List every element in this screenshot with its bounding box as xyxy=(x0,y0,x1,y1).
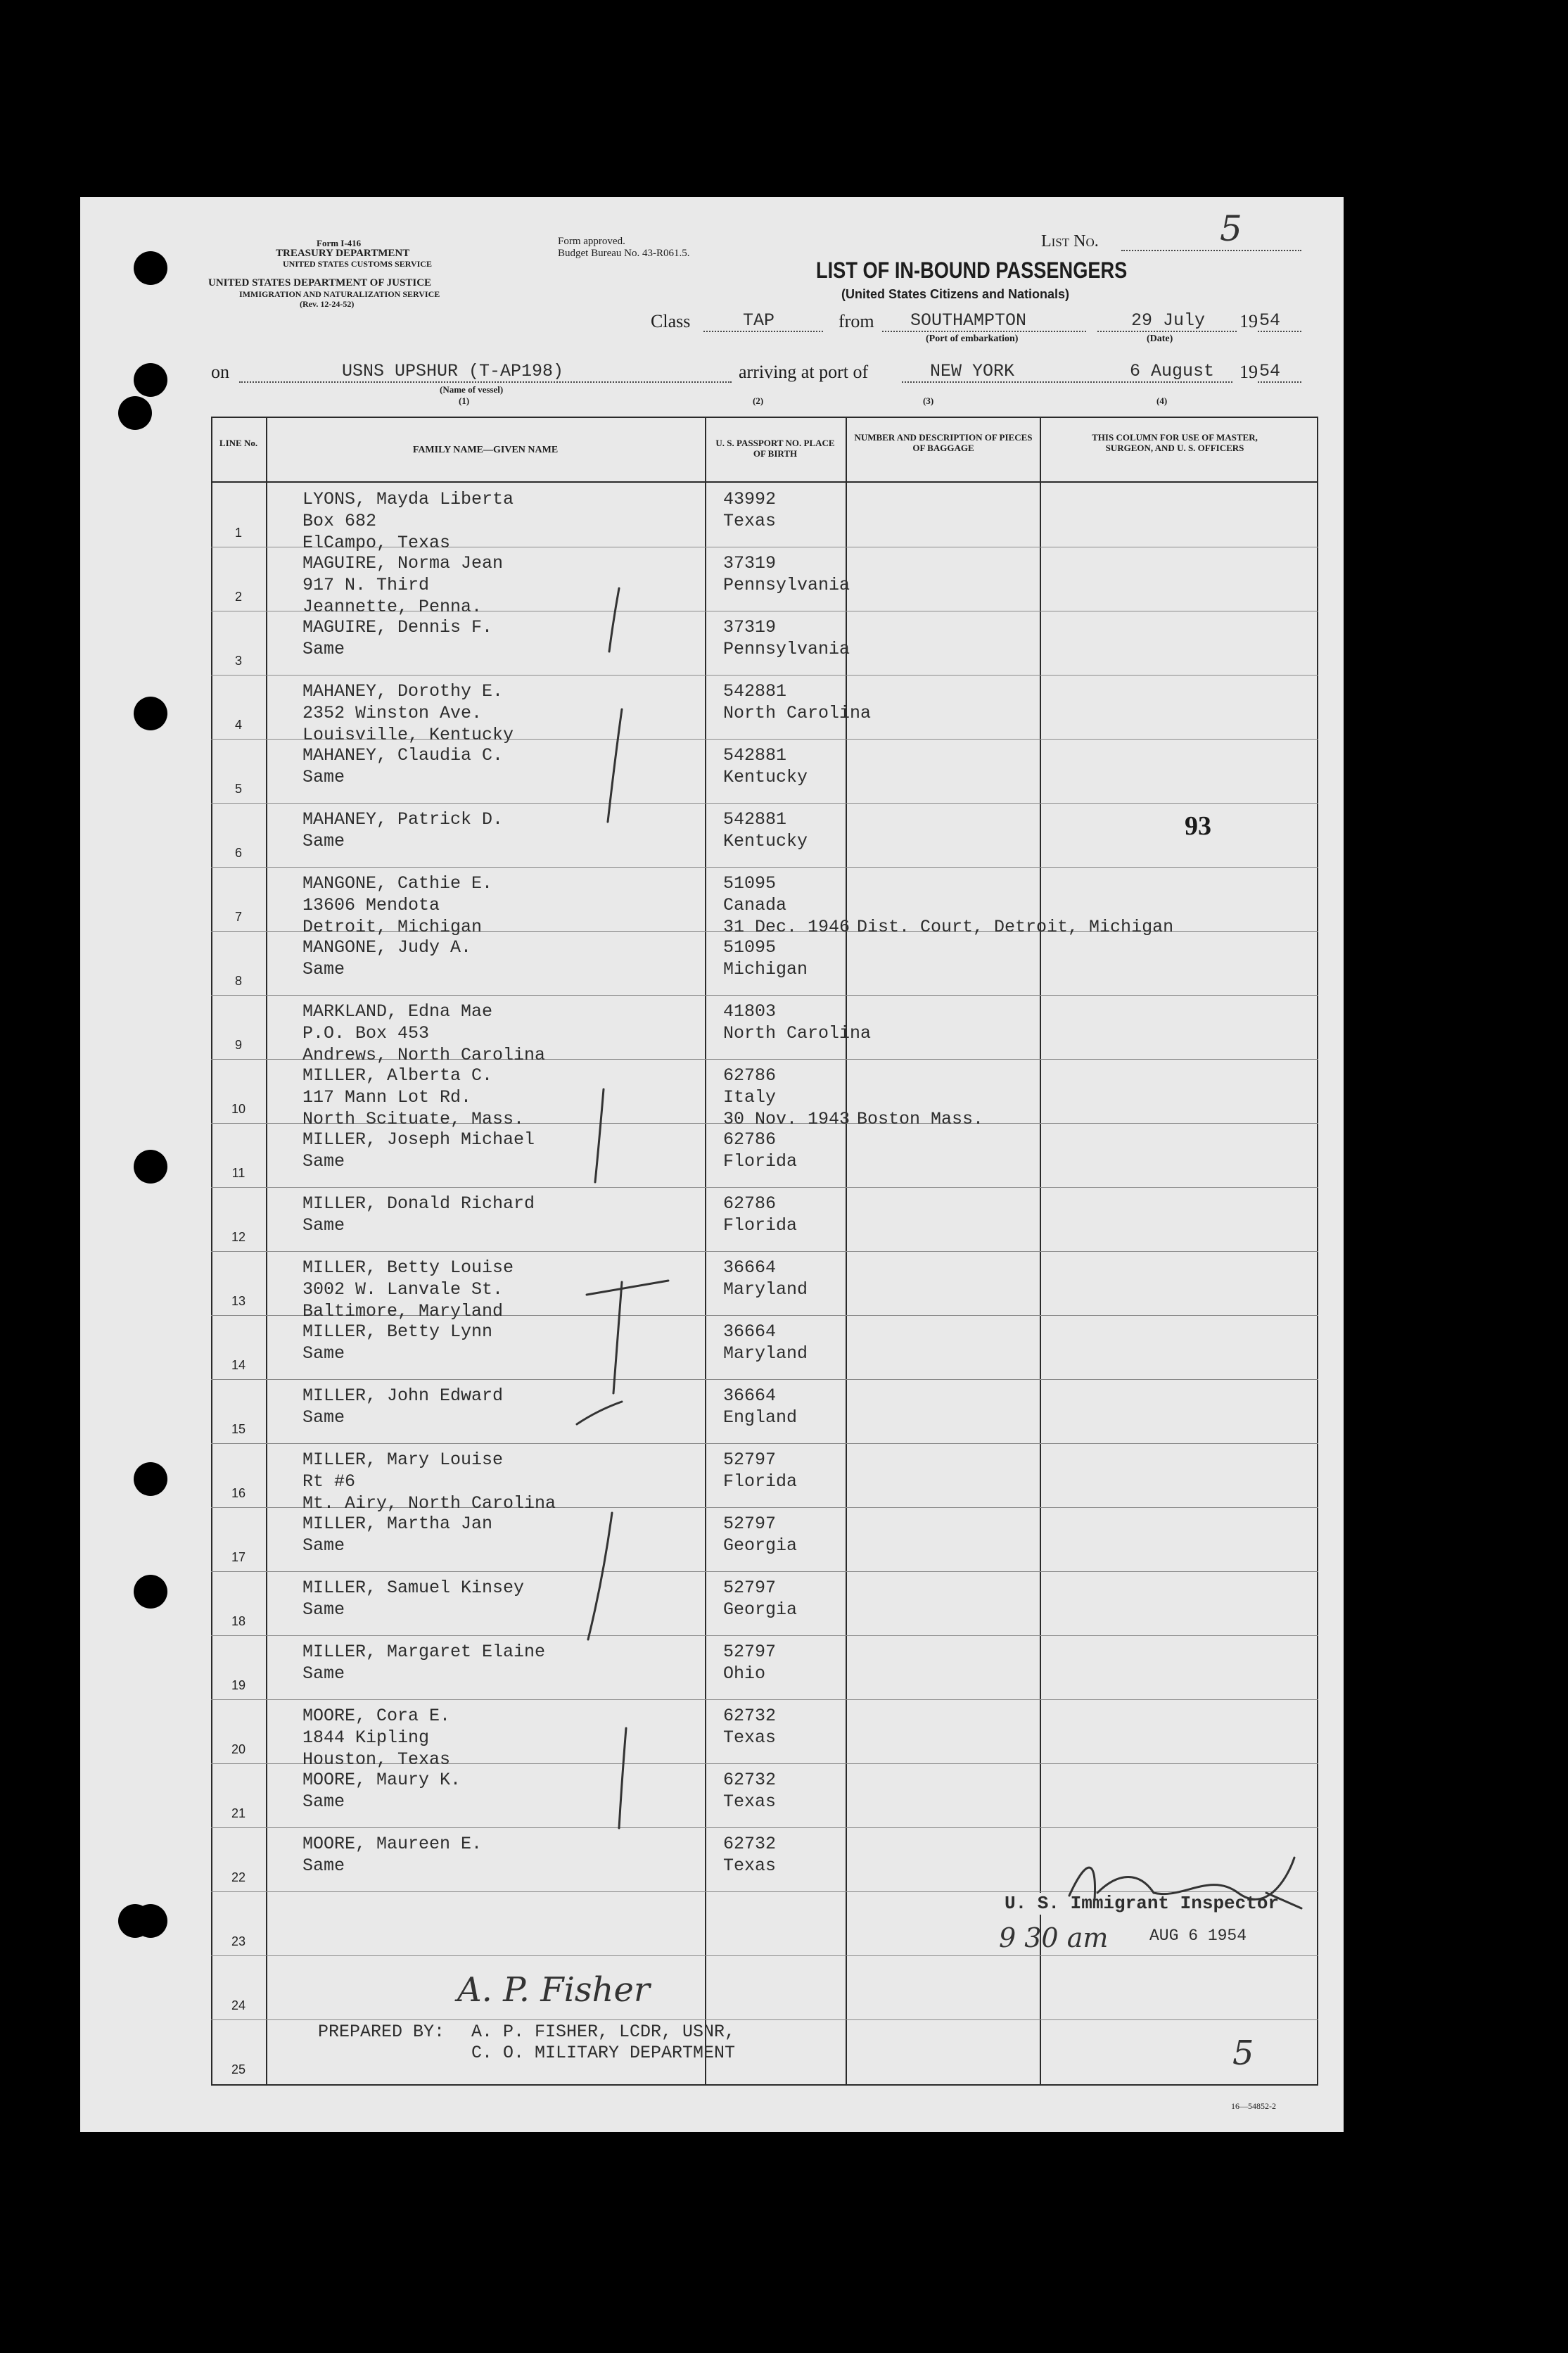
row-divider xyxy=(211,1379,1318,1380)
punch-hole xyxy=(134,1150,167,1184)
year-2: 54 xyxy=(1259,361,1281,381)
preparer-line-2: C. O. MILITARY DEPARTMENT xyxy=(471,2043,736,2063)
treasury-department: TREASURY DEPARTMENT xyxy=(276,248,410,259)
col-header-passport: U. S. PASSPORT NO. PLACE OF BIRTH xyxy=(715,438,835,459)
inspection-time-note: 9 30 am xyxy=(999,1922,1109,1953)
arrival-port: NEW YORK xyxy=(930,361,1015,381)
passenger-name-address: LYONS, Mayda Liberta Box 682 ElCampo, Texas xyxy=(302,489,514,553)
passenger-name-address: MILLER, Margaret Elaine Same xyxy=(302,1642,546,1684)
date-caption: (Date) xyxy=(1147,334,1173,344)
passenger-name-address: MOORE, Cora E. 1844 Kipling Houston, Texas xyxy=(302,1706,451,1770)
passport-birthplace: 37319 Pennsylvania xyxy=(723,617,850,659)
passport-birthplace: 36664 Maryland xyxy=(723,1257,808,1300)
form-approved: Form approved. xyxy=(558,236,625,247)
revision: (Rev. 12-24-52) xyxy=(300,299,355,309)
punch-hole xyxy=(134,1904,167,1938)
line-number: 2 xyxy=(234,590,242,604)
port-of-embarkation: SOUTHAMPTON xyxy=(910,310,1027,331)
line-number: 12 xyxy=(231,1230,246,1244)
form-subtitle: (United States Citizens and Nationals) xyxy=(841,287,1070,301)
row-divider xyxy=(211,1891,1318,1892)
line-number: 10 xyxy=(231,1102,246,1116)
arriving-label: arriving at port of xyxy=(739,362,869,382)
line-number: 15 xyxy=(231,1422,246,1436)
embarkation-date: 29 July xyxy=(1131,310,1206,331)
row-divider xyxy=(211,1443,1318,1444)
arrival-date: 6 August xyxy=(1130,361,1215,381)
passport-birthplace: 52797 Ohio xyxy=(723,1642,777,1684)
passenger-name-address: MOORE, Maury K. Same xyxy=(302,1770,461,1812)
row-divider xyxy=(211,675,1318,676)
passenger-name-address: MANGONE, Cathie E. 13606 Mendota Detroit, Michigan xyxy=(302,873,493,937)
passenger-name-address: MAHANEY, Patrick D. Same xyxy=(302,809,504,851)
passport-birthplace: 36664 England xyxy=(723,1385,798,1428)
line-number: 13 xyxy=(231,1294,246,1308)
row-divider xyxy=(211,1699,1318,1700)
year-prefix-2: 19 xyxy=(1239,362,1258,382)
line-number: 14 xyxy=(231,1358,246,1372)
passport-birthplace: 36664 Maryland xyxy=(723,1321,808,1364)
row-divider xyxy=(211,1187,1318,1188)
passenger-name-address: MARKLAND, Edna Mae P.O. Box 453 Andrews, North Carolina xyxy=(302,1001,546,1065)
naturalization-note: Dist. Court, Detroit, Michigan xyxy=(857,917,1174,937)
passenger-name-address: MILLER, Alberta C. 117 Mann Lot Rd. North Scituate, Mass. xyxy=(302,1065,525,1129)
passport-birthplace: 542881 Kentucky xyxy=(723,745,808,787)
row-divider xyxy=(211,803,1318,804)
department-of-justice: UNITED STATES DEPARTMENT OF JUSTICE xyxy=(208,277,432,288)
preparer-line-1: A. P. FISHER, LCDR, USNR, xyxy=(471,2022,736,2042)
col-header-baggage: NUMBER AND DESCRIPTION OF PIECES OF BAGGAGE xyxy=(854,432,1033,453)
naturalization-note: Boston Mass. xyxy=(857,1109,984,1129)
list-no-underline xyxy=(1121,249,1301,251)
passport-birthplace: 62732 Texas xyxy=(723,1770,777,1812)
line-number: 3 xyxy=(234,654,242,668)
year-1: 54 xyxy=(1259,310,1281,331)
passport-birthplace: 52797 Georgia xyxy=(723,1578,798,1620)
passport-birthplace: 51095 Michigan xyxy=(723,937,808,979)
passenger-name-address: MILLER, Betty Louise 3002 W. Lanvale St. Baltimore, Maryland xyxy=(302,1257,514,1321)
year2-underline xyxy=(1258,381,1301,383)
prepared-by-label: PREPARED BY: xyxy=(318,2022,445,2042)
line-number: 25 xyxy=(231,2062,246,2076)
preparer-signature: A. P. Fisher xyxy=(457,1970,650,2010)
passport-birthplace: 51095 Canada 31 Dec. 1946 xyxy=(723,873,850,937)
passenger-name-address: MAGUIRE, Norma Jean 917 N. Third Jeannette, Penna. xyxy=(302,553,504,617)
year-prefix-1: 19 xyxy=(1239,311,1258,331)
col-header-officers: THIS COLUMN FOR USE OF MASTER, SURGEON, AND U. S. OFFICERS xyxy=(1092,432,1258,453)
punch-hole xyxy=(118,396,152,430)
line-number: 8 xyxy=(234,974,242,988)
class-label: Class xyxy=(651,311,691,331)
line-number: 17 xyxy=(231,1550,246,1564)
passenger-name-address: MAHANEY, Dorothy E. 2352 Winston Ave. Louisville, Kentucky xyxy=(302,681,514,745)
line-number: 4 xyxy=(234,718,242,732)
passenger-name-address: MILLER, Donald Richard Same xyxy=(302,1193,535,1236)
passport-birthplace: 62786 Florida xyxy=(723,1129,798,1172)
row-divider xyxy=(211,2019,1318,2020)
passport-birthplace: 41803 North Carolina xyxy=(723,1001,872,1044)
ins-service: IMMIGRATION AND NATURALIZATION SERVICE xyxy=(239,289,440,299)
line-number: 1 xyxy=(234,526,242,540)
punch-hole xyxy=(134,697,167,730)
col-num-2: (2) xyxy=(753,395,764,406)
vessel-col-num: (1) xyxy=(459,395,470,406)
inspector-stamp-date: AUG 6 1954 xyxy=(1149,1927,1247,1945)
passport-birthplace: 62786 Italy 30 Nov. 1943 xyxy=(723,1065,850,1129)
form-title: LIST OF IN-BOUND PASSENGERS xyxy=(816,258,1128,283)
passenger-name-address: MAGUIRE, Dennis F. Same xyxy=(302,617,493,659)
print-code: 16—54852-2 xyxy=(1231,2101,1276,2111)
row-divider xyxy=(211,995,1318,996)
line-number: 11 xyxy=(231,1166,246,1180)
passenger-name-address: MILLER, Samuel Kinsey Same xyxy=(302,1578,525,1620)
vessel-caption: (Name of vessel) xyxy=(440,384,504,395)
year1-underline xyxy=(1258,331,1301,332)
row-divider xyxy=(211,1251,1318,1252)
line-number: 5 xyxy=(234,782,242,796)
passenger-name-address: MILLER, Joseph Michael Same xyxy=(302,1129,535,1172)
line-number: 19 xyxy=(231,1678,246,1692)
form-number: Form I-416 xyxy=(317,238,362,248)
on-label: on xyxy=(211,362,229,382)
row-divider xyxy=(211,1827,1318,1828)
line-number: 22 xyxy=(231,1870,246,1884)
passport-birthplace: 52797 Florida xyxy=(723,1450,798,1492)
line-number: 6 xyxy=(234,846,242,860)
header-divider xyxy=(211,481,1318,483)
list-no-label: List No. xyxy=(1041,232,1099,250)
punch-hole xyxy=(134,1462,167,1496)
budget-bureau: Budget Bureau No. 43-R061.5. xyxy=(558,248,690,259)
col-num-4: (4) xyxy=(1156,395,1168,406)
passport-birthplace: 62732 Texas xyxy=(723,1706,777,1748)
page-count: 5 xyxy=(1232,2034,1254,2073)
customs-service: UNITED STATES CUSTOMS SERVICE xyxy=(283,259,432,269)
col-header-line-no: LINE No. xyxy=(219,438,258,448)
from-label: from xyxy=(839,311,874,331)
inspector-label: U. S. Immigrant Inspector xyxy=(1005,1893,1280,1914)
line-number: 7 xyxy=(234,910,242,924)
passport-birthplace: 542881 North Carolina xyxy=(723,681,872,723)
line-number: 20 xyxy=(231,1742,246,1756)
passenger-name-address: MAHANEY, Claudia C. Same xyxy=(302,745,504,787)
col-header-name: FAMILY NAME—GIVEN NAME xyxy=(412,445,559,455)
passport-birthplace: 62732 Texas xyxy=(723,1834,777,1876)
col-num-3: (3) xyxy=(923,395,934,406)
row-divider xyxy=(211,1635,1318,1636)
line-number: 9 xyxy=(234,1038,242,1052)
row-divider xyxy=(211,1571,1318,1572)
passport-birthplace: 62786 Florida xyxy=(723,1193,798,1236)
line-number: 18 xyxy=(231,1614,246,1628)
row-divider xyxy=(211,1955,1318,1956)
passenger-name-address: MOORE, Maureen E. Same xyxy=(302,1834,483,1876)
list-no-value: 5 xyxy=(1220,208,1242,249)
passenger-name-address: MANGONE, Judy A. Same xyxy=(302,937,472,979)
passenger-name-address: MILLER, Martha Jan Same xyxy=(302,1514,493,1556)
passport-birthplace: 37319 Pennsylvania xyxy=(723,553,850,595)
passport-birthplace: 52797 Georgia xyxy=(723,1514,798,1556)
passenger-name-address: MILLER, John Edward Same xyxy=(302,1385,504,1428)
passport-birthplace: 43992 Texas xyxy=(723,489,777,531)
line-number: 16 xyxy=(231,1486,246,1500)
punch-hole xyxy=(134,363,167,397)
passport-birthplace: 542881 Kentucky xyxy=(723,809,808,851)
punch-hole xyxy=(134,251,167,285)
row-divider xyxy=(211,867,1318,868)
officer-note: 93 xyxy=(1185,811,1211,841)
punch-hole xyxy=(134,1575,167,1609)
class-value: TAP xyxy=(743,310,775,331)
port-caption: (Port of embarkation) xyxy=(926,334,1019,344)
vessel-name: USNS UPSHUR (T-AP198) xyxy=(342,361,564,381)
passenger-name-address: MILLER, Mary Louise Rt #6 Mt. Airy, North Carolina xyxy=(302,1450,556,1514)
line-number: 24 xyxy=(231,1998,246,2012)
line-number: 23 xyxy=(231,1934,246,1948)
line-number: 21 xyxy=(231,1806,246,1820)
passenger-name-address: MILLER, Betty Lynn Same xyxy=(302,1321,493,1364)
